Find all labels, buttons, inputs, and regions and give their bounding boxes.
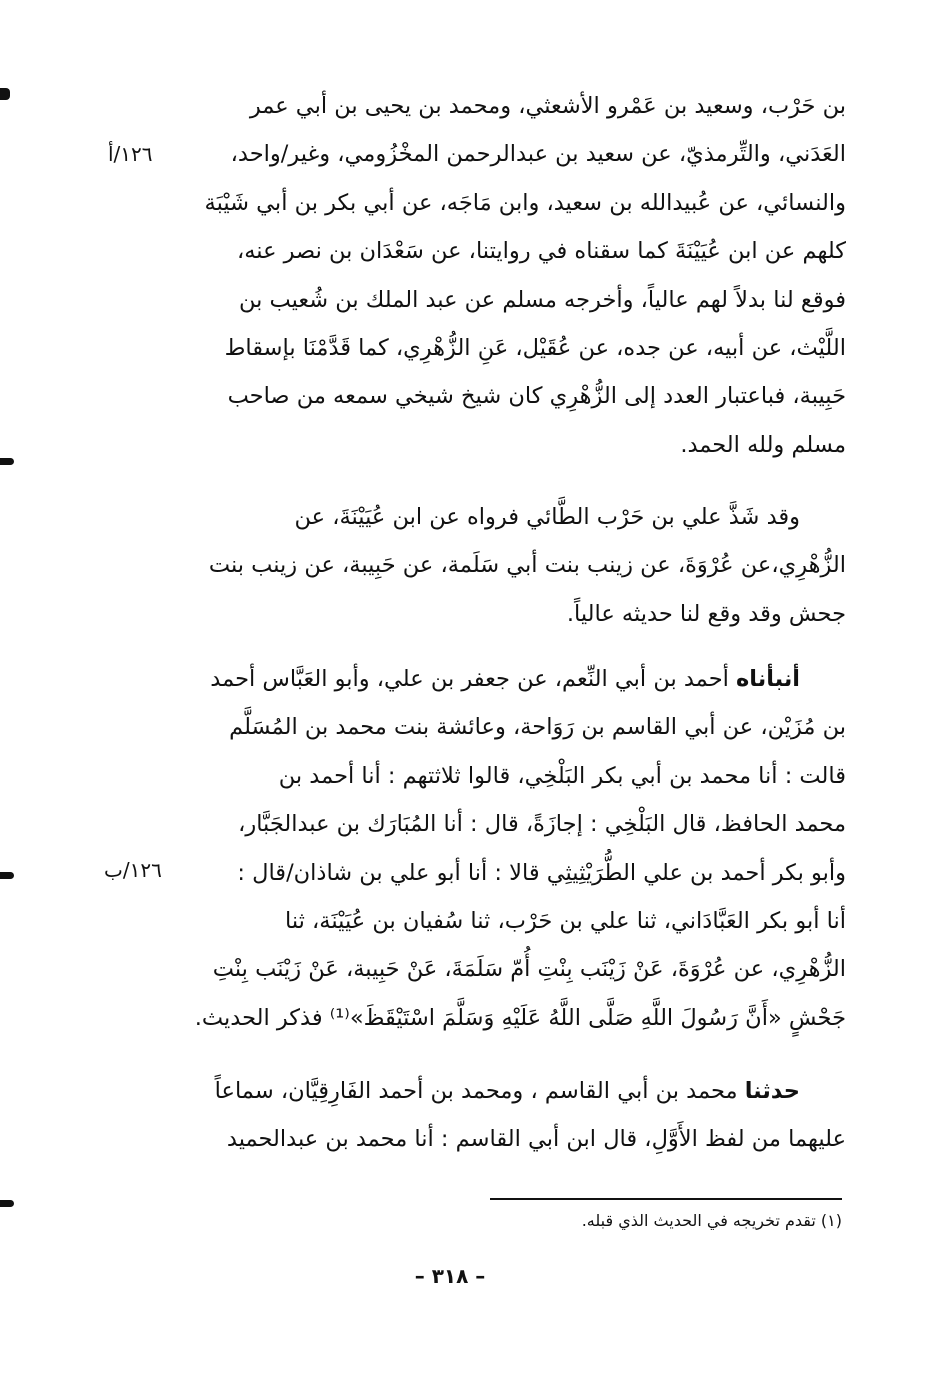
text-line: وأبو بكر أحمد بن علي الطُّرَيْثِيثِي قالا : أنا أبو علي بن شاذان/قال : <box>237 859 846 886</box>
text-line <box>170 1067 846 1115</box>
paragraph-4 <box>170 1067 846 1164</box>
text-line: اللَّيْث، عن أبيه، عن جده، عن عُقَيْل، عَنِ الزُّهْرِي، كما قَدَّمْنَا بإسقاط <box>224 335 846 362</box>
text-line: جحش وقد وقع لنا حديثه عالياً. <box>566 600 846 627</box>
scan-edge-mark <box>0 872 14 879</box>
text-line: مسلم ولله الحمد. <box>680 431 846 458</box>
paragraph-2 <box>170 493 846 638</box>
margin-folio-note: ١٢٦/أ <box>108 142 153 166</box>
page-number: – ٣١٨ – <box>414 1264 486 1288</box>
text-line <box>170 655 846 703</box>
text-line: وقد شَذَّ علي بن حَرْب الطَّائي فرواه عن ابن عُيَيْنَةَ، عن <box>294 504 800 530</box>
paragraph-lead-word: حدثنا <box>744 1078 800 1104</box>
text-line: جَحْشٍ «أَنَّ رَسُولَ اللَّهِ صَلَّى اللَّهُ عَلَيْهِ وَسَلَّمَ اسْتَيْقَظَ»⁽¹⁾ فذكر الحديث. <box>194 1004 846 1031</box>
text-line: محمد الحافظ، قال البَلْخِي : إجازَةً، قال : أنا المُبَارَك بن عبدالجَبَّار، <box>238 811 846 838</box>
scan-edge-mark <box>0 88 10 100</box>
text-line: الزُّهْرِي، عن عُرْوَةَ، عَنْ زَيْنَب بِنْتِ أُمّ سَلَمَةَ، عَنْ حَبِيبة، عَنْ زَيْنَب بِنْتِ <box>212 956 846 983</box>
text-line: فوقع لنا بدلاً لهم عالياً، وأخرجه مسلم عن عبد الملك بن شُعيب بن <box>238 286 846 313</box>
paragraph-3 <box>170 655 846 1042</box>
text-line-rest: محمد بن أبي القاسم ، ومحمد بن أحمد الفَارِقِيَّان، سماعاً <box>214 1078 745 1104</box>
text-line: العَدَني، والتِّرمذيّ، عن سعيد بن عبدالرحمن المخْزُومي، وغير/واحد، <box>230 141 846 168</box>
text-line: أنا أبو بكر العَبَّادَاني، ثنا علي بن حَرْب، ثنا سُفيان بن عُيَيْنَة، ثنا <box>284 908 846 935</box>
margin-folio-note: ١٢٦/ب <box>104 858 162 882</box>
text-line: بن حَرْب، وسعيد بن عَمْرو الأشعثي، ومحمد بن يحيى بن أبي عمر <box>249 93 846 119</box>
scan-edge-mark <box>0 458 14 465</box>
text-line: قالت : أنا محمد بن أبي بكر البَلْخِي، قالوا ثلاثتهم : أنا أحمد بن <box>278 762 846 789</box>
text-line-rest: أحمد بن أبي النِّعم، عن جعفر بن علي، وأبو العَبَّاس أحمد <box>210 666 737 692</box>
paragraph-lead-word: أنبأناه <box>736 666 800 692</box>
text-line: الزُّهْرِي،عن عُرْوَةَ، عن زينب بنت أبي سَلَمة، عن حَبِيبة، عن زينب بنت <box>208 552 846 579</box>
text-line: والنسائي، عن عُبيدالله بن سعيد، وابن مَاجَه، عن أبي بكر بن أبي شَيْبَة <box>204 189 846 216</box>
text-line: كلهم عن ابن عُيَيْنَةَ كما سقناه في روايتنا، عن سَعْدَان بن نصر عنه، <box>236 238 846 265</box>
paragraph-1 <box>170 82 846 469</box>
footnote-divider <box>490 1198 842 1200</box>
text-line: حَبِيبة، فباعتبار العدد إلى الزُّهْرِي كان شيخ شيخي سمعه من صاحب <box>227 383 846 410</box>
text-line: عليهما من لفظ الأَوَّلِ، قال ابن أبي القاسم : أنا محمد بن عبدالحميد <box>226 1126 846 1153</box>
scan-edge-mark <box>0 1200 14 1207</box>
text-line: بن مُزَيْن، عن أبي القاسم بن رَوَاحة، وعائشة بنت محمد بن المُسَلَّم <box>229 714 846 741</box>
footnote: (١) تقدم تخريجه في الحديث الذي قبله. <box>581 1211 842 1230</box>
